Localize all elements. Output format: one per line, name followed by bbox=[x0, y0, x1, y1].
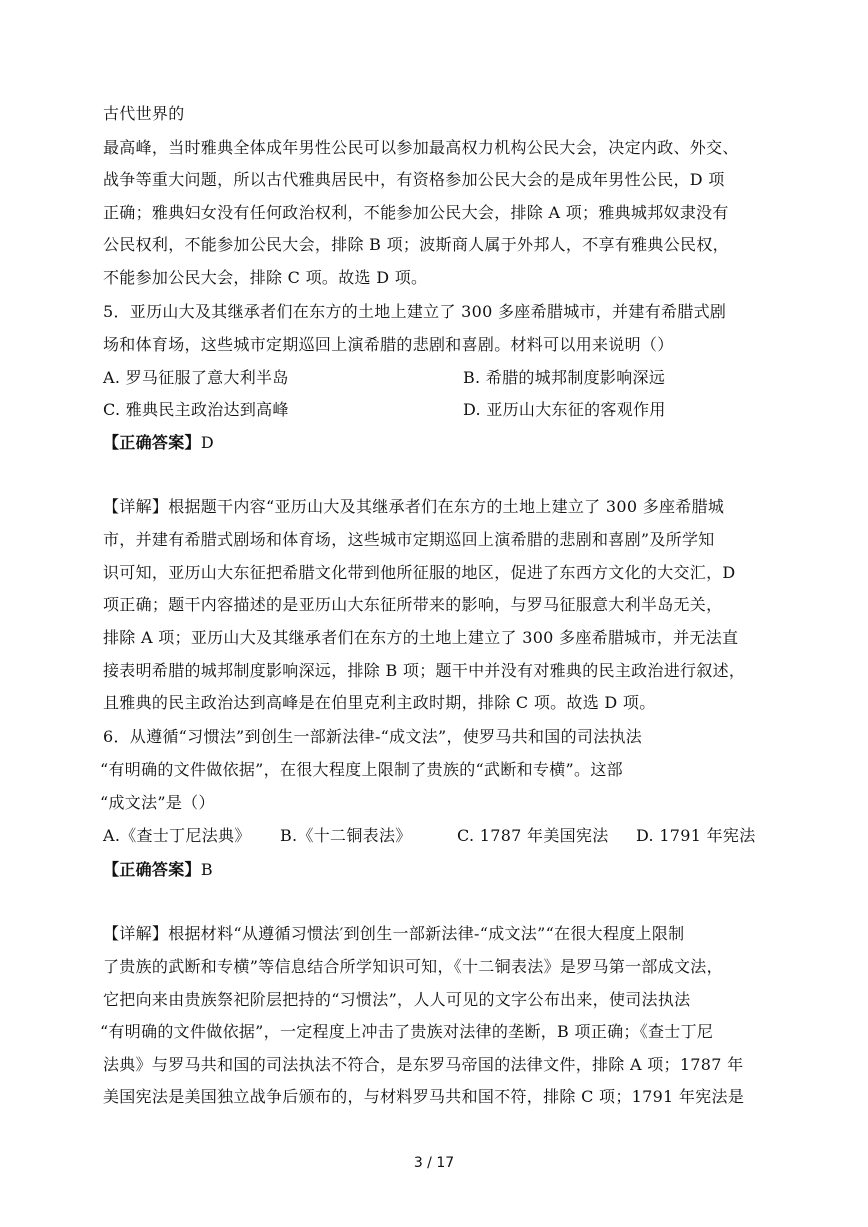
option-a: A.《查士丁尼法典》 bbox=[103, 826, 251, 845]
question-6-detail: 【详解】根据材料“从遵循习惯法′到创生一部新法律-“成文法”“在很大程度上限制 bbox=[103, 924, 685, 943]
answer-label: 【正确答案】 bbox=[103, 433, 201, 452]
question-5-detail: 【详解】根据题干内容“亚历山大及其继承者们在东方的土地上建立了 300 多座希腊城 bbox=[103, 497, 725, 516]
question-6-detail: 了贵族的武断和专横”等信息结合所学知识可知，《十二铜表法》是罗马第一部成文法， bbox=[103, 957, 723, 976]
question-5-stem: 场和体育场，这些城市定期巡回上演希腊的悲剧和喜剧。材料可以用来说明（） bbox=[103, 335, 674, 354]
question-5-detail: 接表明希腊的城邦制度影响深远，排除 B 项；题干中并没有对雅典的民主政治进行叙述， bbox=[103, 661, 746, 680]
option-d: D. 亚历山大东征的客观作用 bbox=[463, 400, 666, 419]
question-6-detail: “有明确的文件做依据”，一定程度上冲击了贵族对法律的垄断，B 项正确；《查士丁尼 bbox=[100, 1022, 714, 1041]
text-line: 战争等重大问题，所以古代雅典居民中，有资格参加公民大会的是成年男性公民，D 项 bbox=[103, 170, 725, 189]
question-6-detail: 法典》与罗马共和国的司法执法不符合，是东罗马帝国的法律文件，排除 A 项；1787 年 bbox=[103, 1055, 744, 1074]
question-5-detail: 项正确；题干内容描述的是亚历山大东征所带来的影响，与罗马征服意大利半岛无关， bbox=[103, 595, 723, 614]
question-6-stem: “有明确的文件做依据”，在很大程度上限制了贵族的“武断和专横”。这部 bbox=[100, 760, 623, 779]
question-6-detail: 美国宪法是美国独立战争后颁布的，与材料罗马共和国不符，排除 C 项；1791 年宪法是 bbox=[103, 1087, 745, 1106]
answer-value: B bbox=[200, 860, 213, 879]
option-c: C. 1787 年美国宪法 bbox=[457, 826, 609, 845]
question-5-answer bbox=[103, 433, 214, 453]
question-5-detail: 排除 A 项；亚历山大及其继承者们在东方的土地上建立了 300 多座希腊城市，并无法直 bbox=[103, 628, 739, 647]
answer-label: 【正确答案】 bbox=[103, 860, 201, 879]
text-line: 公民权利，不能参加公民大会，排除 B 项；波斯商人属于外邦人，不享有雅典公民权， bbox=[103, 235, 729, 254]
option-b: B. 希腊的城邦制度影响深远 bbox=[463, 368, 666, 387]
text-line: 不能参加公民大会，排除 C 项。故选 D 项。 bbox=[103, 268, 428, 287]
question-6-detail: 它把向来由贵族祭祀阶层把持的“习惯法”，人人可见的文字公布出来，使司法执法 bbox=[103, 990, 691, 1009]
text-line: 古代世界的 bbox=[103, 104, 185, 123]
question-6-stem: 6．从遵循“习惯法”到创生一部新法律-“成文法”，使罗马共和国的司法执法 bbox=[103, 727, 643, 746]
option-b: B.《十二铜表法》 bbox=[280, 826, 412, 845]
answer-value: D bbox=[200, 433, 214, 452]
page-number: 3 / 17 bbox=[413, 1155, 455, 1171]
question-5-detail: 识可知，亚历山大东征把希腊文化带到他所征服的地区，促进了东西方文化的大交汇，D bbox=[103, 563, 736, 582]
option-a: A. 罗马征服了意大利半岛 bbox=[103, 368, 289, 387]
question-5-detail: 且雅典的民主政治达到高峰是在伯里克利主政时期，排除 C 项。故选 D 项。 bbox=[103, 693, 656, 712]
option-c: C. 雅典民主政治达到高峰 bbox=[103, 400, 289, 419]
text-line: 正确；雅典妇女没有任何政治权利，不能参加公民大会，排除 A 项；雅典城邦奴隶没有 bbox=[103, 203, 729, 222]
question-6-answer bbox=[103, 860, 213, 880]
question-5-detail: 市，并建有希腊式剧场和体育场，这些城市定期巡回上演希腊的悲剧和喜剧”及所学知 bbox=[103, 530, 715, 549]
option-d: D. 1791 年宪法 bbox=[636, 826, 756, 845]
text-line: 最高峰，当时雅典全体成年男性公民可以参加最高权力机构公民大会，决定内政、外交、 bbox=[103, 138, 739, 157]
question-5-stem: 5．亚历山大及其继承者们在东方的土地上建立了 300 多座希腊城市，并建有希腊式剧 bbox=[103, 302, 727, 321]
question-6-stem: “成文法”是（） bbox=[100, 793, 215, 812]
